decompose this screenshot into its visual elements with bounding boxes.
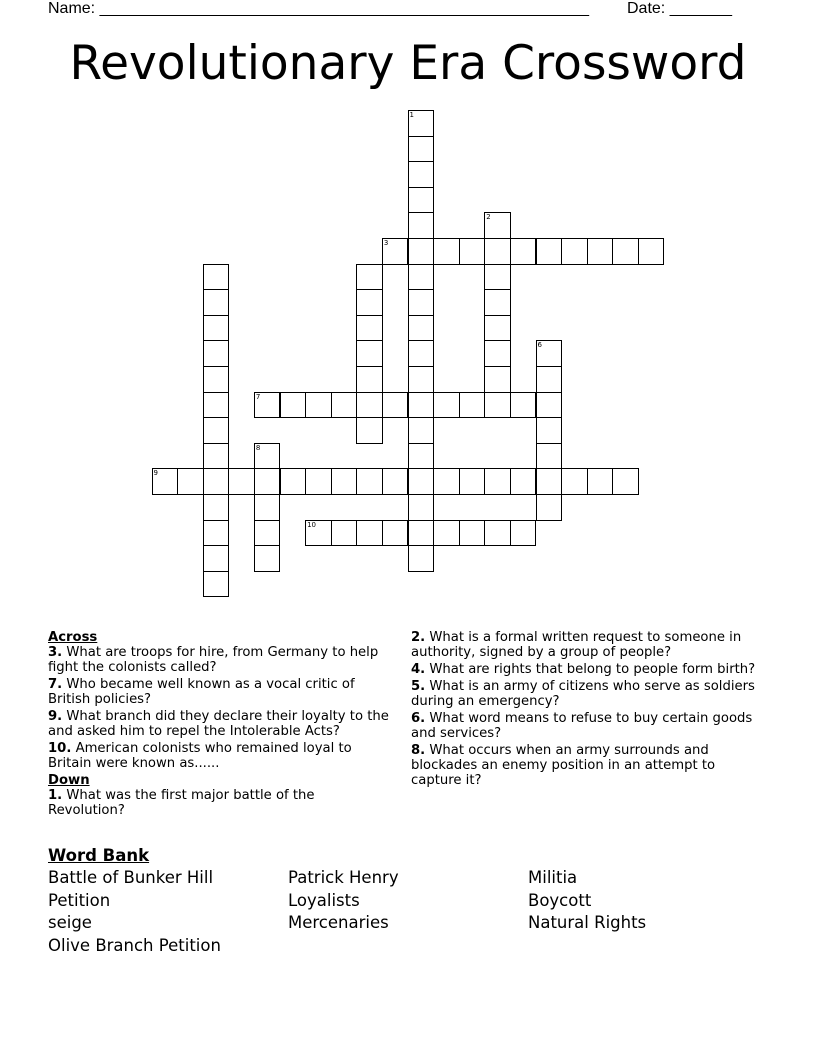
- clue-text: What was the first major battle of the Revolution?: [48, 788, 315, 818]
- grid-cell[interactable]: [459, 392, 486, 419]
- clue-text: What is a formal written request to someone in authority, signed by a group of people?: [411, 630, 742, 660]
- grid-cell[interactable]: [638, 238, 665, 265]
- clue-number-label: 2.: [411, 630, 426, 645]
- grid-cell[interactable]: [459, 238, 486, 265]
- grid-cell[interactable]: [484, 315, 511, 342]
- grid-cell[interactable]: [203, 494, 230, 521]
- grid-cell[interactable]: [356, 366, 383, 393]
- grid-cell[interactable]: [408, 545, 435, 572]
- clue-number-label: 7.: [48, 677, 63, 692]
- grid-cell[interactable]: [536, 392, 563, 419]
- word-bank-word: Mercenaries: [288, 913, 389, 933]
- clue-number-label: 1.: [48, 788, 63, 803]
- down-heading: Down: [48, 773, 90, 788]
- grid-cell[interactable]: [203, 520, 230, 547]
- grid-cell[interactable]: [152, 468, 179, 495]
- grid-cell[interactable]: [228, 468, 255, 495]
- grid-cell[interactable]: [305, 520, 332, 547]
- grid-cell[interactable]: [254, 520, 281, 547]
- grid-cell[interactable]: [177, 468, 204, 495]
- clue-item: [411, 711, 761, 741]
- date-field-label[interactable]: Date: _______: [627, 0, 732, 17]
- grid-cell[interactable]: [536, 366, 563, 393]
- grid-cell[interactable]: [356, 520, 383, 547]
- clue-item: [48, 741, 393, 771]
- grid-cell[interactable]: [484, 468, 511, 495]
- grid-cell[interactable]: [459, 468, 486, 495]
- clue-number: 10: [307, 520, 317, 529]
- grid-cell[interactable]: [433, 238, 460, 265]
- grid-cell[interactable]: [484, 392, 511, 419]
- clue-text: What are troops for hire, from Germany to help fight the colonists called?: [48, 645, 379, 675]
- clue-number-label: 6.: [411, 711, 426, 726]
- grid-cell[interactable]: [305, 392, 332, 419]
- grid-cell[interactable]: [536, 443, 563, 470]
- grid-cell[interactable]: [331, 392, 358, 419]
- grid-cell[interactable]: [356, 468, 383, 495]
- grid-cell[interactable]: [280, 392, 307, 419]
- clues-left-column: [48, 630, 393, 820]
- grid-cell[interactable]: [254, 494, 281, 521]
- grid-cell[interactable]: [612, 468, 639, 495]
- grid-cell[interactable]: [561, 468, 588, 495]
- grid-cell[interactable]: [203, 571, 230, 598]
- grid-cell[interactable]: [484, 212, 511, 239]
- word-bank-word: seige: [48, 913, 92, 933]
- grid-cell[interactable]: [331, 468, 358, 495]
- word-bank-word: Olive Branch Petition: [48, 935, 221, 955]
- grid-cell[interactable]: [561, 238, 588, 265]
- grid-cell[interactable]: [382, 238, 409, 265]
- grid-cell[interactable]: [203, 340, 230, 367]
- grid-cell[interactable]: [382, 468, 409, 495]
- clue-number: 9: [153, 469, 158, 478]
- grid-cell[interactable]: [408, 238, 435, 265]
- grid-cell[interactable]: [408, 468, 435, 495]
- grid-cell[interactable]: [203, 468, 230, 495]
- grid-cell[interactable]: [408, 187, 435, 214]
- clue-number-label: 9.: [48, 709, 63, 724]
- grid-cell[interactable]: [408, 417, 435, 444]
- grid-cell[interactable]: [382, 520, 409, 547]
- grid-cell[interactable]: [408, 392, 435, 419]
- clue-text: What branch did they declare their loyalty to the and asked him to repel the Intolerable Acts?: [48, 709, 389, 739]
- grid-cell[interactable]: [305, 468, 332, 495]
- clue-item: [48, 788, 393, 818]
- grid-cell[interactable]: [254, 443, 281, 470]
- clue-number-label: 5.: [411, 679, 426, 694]
- grid-cell[interactable]: [408, 212, 435, 239]
- grid-cell[interactable]: [356, 264, 383, 291]
- grid-cell[interactable]: [408, 136, 435, 163]
- grid-cell[interactable]: [536, 238, 563, 265]
- grid-cell[interactable]: [203, 289, 230, 316]
- clue-item: [411, 662, 761, 677]
- grid-cell[interactable]: [433, 468, 460, 495]
- clue-number-label: 4.: [411, 662, 426, 677]
- word-bank-word: Boycott: [528, 890, 592, 910]
- grid-cell[interactable]: [536, 468, 563, 495]
- grid-cell[interactable]: [203, 264, 230, 291]
- clue-item: [48, 645, 393, 675]
- grid-cell[interactable]: [203, 366, 230, 393]
- grid-cell[interactable]: [510, 468, 537, 495]
- grid-cell[interactable]: [408, 340, 435, 367]
- word-bank-word: Patrick Henry: [288, 868, 399, 887]
- grid-cell[interactable]: [408, 520, 435, 547]
- grid-cell[interactable]: [433, 392, 460, 419]
- clue-number: 8: [255, 443, 261, 452]
- grid-cell[interactable]: [536, 340, 563, 367]
- across-heading: Across: [48, 630, 98, 645]
- word-bank-word: Natural Rights: [528, 913, 647, 933]
- grid-cell[interactable]: [484, 366, 511, 393]
- grid-cell[interactable]: [484, 289, 511, 316]
- clue-number: 7: [255, 392, 261, 401]
- word-bank-word: Loyalists: [288, 890, 360, 910]
- clues-right-column: [411, 630, 761, 790]
- grid-cell[interactable]: [587, 468, 614, 495]
- word-bank-word: Petition: [48, 890, 111, 910]
- grid-cell[interactable]: [484, 238, 511, 265]
- grid-cell[interactable]: [536, 417, 563, 444]
- grid-cell[interactable]: [356, 315, 383, 342]
- clue-text: American colonists who remained loyal to Britain were known as......: [48, 741, 352, 771]
- grid-cell[interactable]: [484, 340, 511, 367]
- name-field-label[interactable]: Name: _______________________________________________________: [48, 0, 589, 17]
- clue-item: [411, 630, 761, 660]
- clue-text: What is an army of citizens who serve as soldiers during an emergency?: [411, 679, 755, 709]
- grid-cell[interactable]: [510, 520, 537, 547]
- grid-cell[interactable]: [203, 545, 230, 572]
- clue-number: 2: [486, 213, 491, 222]
- grid-cell[interactable]: [356, 392, 383, 419]
- clue-item: [411, 679, 761, 709]
- clue-item: [48, 709, 393, 739]
- page-title: Revolutionary Era Crossword: [69, 36, 747, 91]
- grid-cell[interactable]: [510, 392, 537, 419]
- down-clue-list-left: [48, 788, 393, 818]
- grid-cell[interactable]: [612, 238, 639, 265]
- grid-cell[interactable]: [408, 161, 435, 188]
- grid-cell[interactable]: [510, 238, 537, 265]
- grid-cell[interactable]: [356, 289, 383, 316]
- grid-cell[interactable]: [254, 545, 281, 572]
- word-bank-word: Militia: [528, 868, 578, 887]
- grid-cell[interactable]: [203, 315, 230, 342]
- word-bank-word: Battle of Bunker Hill: [48, 868, 214, 887]
- grid-cell[interactable]: [203, 443, 230, 470]
- grid-cell[interactable]: [356, 340, 383, 367]
- word-bank: [48, 846, 768, 968]
- grid-cell[interactable]: [382, 392, 409, 419]
- clue-item: [48, 677, 393, 707]
- grid-cell[interactable]: [254, 468, 281, 495]
- clue-text: What word means to refuse to buy certain goods and services?: [411, 711, 753, 741]
- grid-cell[interactable]: [408, 110, 435, 137]
- grid-cell[interactable]: [203, 392, 230, 419]
- grid-cell[interactable]: [484, 264, 511, 291]
- grid-cell[interactable]: [356, 417, 383, 444]
- grid-cell[interactable]: [433, 520, 460, 547]
- word-bank-words: [48, 868, 768, 968]
- grid-cell[interactable]: [408, 264, 435, 291]
- grid-cell[interactable]: [587, 238, 614, 265]
- down-clue-list-right: [411, 630, 761, 788]
- clue-item: [411, 743, 761, 788]
- clue-text: What occurs when an army surrounds and blockades an enemy position in an attempt to capture it?: [411, 743, 716, 788]
- clue-text: Who became well known as a vocal critic of British policies?: [48, 677, 355, 707]
- clue-number: 3: [383, 239, 389, 247]
- grid-cell[interactable]: [254, 392, 281, 419]
- word-bank-title: Word Bank: [48, 846, 150, 865]
- grid-cell[interactable]: [484, 520, 511, 547]
- clue-number-label: 10.: [48, 741, 72, 756]
- clue-number: 1: [409, 111, 414, 119]
- clue-number-label: 8.: [411, 743, 426, 758]
- across-clue-list: [48, 645, 393, 771]
- clue-text: What are rights that belong to people form birth?: [425, 662, 756, 677]
- grid-cell[interactable]: [280, 468, 307, 495]
- clue-number-label: 3.: [48, 645, 63, 660]
- grid-cell[interactable]: [408, 289, 435, 316]
- grid-cell[interactable]: [536, 494, 563, 521]
- grid-cell[interactable]: [408, 443, 435, 470]
- grid-cell[interactable]: [459, 520, 486, 547]
- grid-cell[interactable]: [408, 494, 435, 521]
- grid-cell[interactable]: [408, 366, 435, 393]
- grid-cell[interactable]: [203, 417, 230, 444]
- grid-cell[interactable]: [331, 520, 358, 547]
- clue-number: 6: [537, 341, 542, 350]
- grid-cell[interactable]: [408, 315, 435, 342]
